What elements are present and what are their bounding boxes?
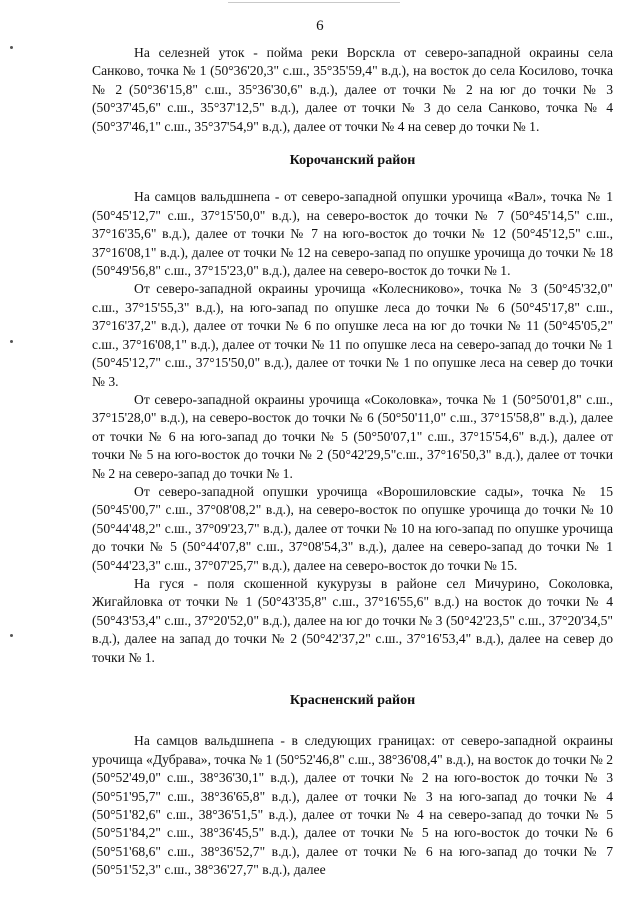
top-edge-line bbox=[228, 2, 400, 3]
paragraph-woodcock-dubrava: На самцов вальдшнепа - в следующих границах: от северо-западной окраины урочища «Дубрава», точка № 1 (50°52'46,8" с.ш., 38°36'08,4" в.д.), на восток до точки № 2 (50°52'49,0" с.ш., 38°36'30,1" в.д.), далее от точки № 2 на юго-восток до точки № 3 (50°51'95,7" с.ш., 38°36'65,8" в.д.), далее от точки № 3 на юго-запад до точки № 4 (50°51'82,6" с.ш., 38°36'51,5" в.д.), далее от точки № 4 на северо-запад до точки № 5 (50°51'84,2" с.ш., 38°36'45,5" в.д.), далее от точки № 5 на юго-восток до точки № 6 (50°51'68,6" с.ш., 38°36'52,7" в.д.), далее от точки № 6 на юго-запад до точки № 7 (50°51'52,3" с.ш., 38°36'27,7" в.д.), далее bbox=[92, 733, 613, 878]
margin-hole-mark bbox=[10, 340, 13, 343]
margin-hole-mark bbox=[10, 46, 13, 49]
paragraph-goose-fields: На гуся - поля скошенной кукурузы в районе сел Мичурино, Соколовка, Жигайловка от точки № 1 (50°43'35,8" с.ш., 37°16'55,6" в.д.) на восток до точки № 4 (50°43'53,4" с.ш., 37°20'52,0" в.д.), далее на юг до точки № 3 (50°42'23,5" с.ш., 37°20'34,5" в.д.), далее на запад до точки № 2 (50°42'37,2" с.ш., 37°16'53,4" в.д.), далее на север до точки № 1. bbox=[92, 575, 613, 665]
section-heading-korochansky: Корочанский район bbox=[289, 153, 416, 169]
paragraph-kolesnikovo: От северо-западной окраины урочища «Колесниково», точка № 3 (50°45'32,0" с.ш., 37°15'55,3" в.д.), на юго-запад по опушке леса до точки № 6 (50°45'17,8" с.ш., 37°16'37,2" в.д.), далее от точки № 6 по опушке леса на юг до точки № 11 (50°45'05,2" с.ш., 37°16'08,1" в.д.), далее от точки № 11 по опушке леса на северо-запад до точки № 1 (50°45'12,7" с.ш., 37°15'50,0" в.д.), далее от точки № 1 по опушке леса на север до точки № 3. bbox=[92, 281, 613, 389]
paragraph-voroshilovskie-sady: От северо-западной опушки урочища «Ворошиловские сады», точка № 15 (50°45'00,7" с.ш., 37°08'08,2" в.д.), на северо-восток по опушке урочища до точки № 10 (50°44'48,2" с.ш., 37°09'23,7" в.д.), далее от точки № 10 на юго-запад по опушке урочища до точки № 5 (50°44'07,8" с.ш., 37°08'54,3" в.д.), далее на северо-запад до точки № 1 (50°44'23,3" с.ш., 37°07'25,7" в.д.), далее на северо-восток до точки № 15. bbox=[92, 483, 613, 573]
margin-hole-mark bbox=[10, 634, 13, 637]
section-heading-krasnensky: Красненский район bbox=[289, 693, 416, 708]
document-body bbox=[92, 44, 613, 880]
page-number: 6 bbox=[316, 18, 324, 34]
paragraph-ducks-vorskla: На селезней уток - пойма реки Ворскла от северо-западной окраины села Санково, точка № 1 (50°36'20,3" с.ш., 35°35'59,4" в.д.), на восток до села Косилово, точка № 2 (50°36'15,8" с.ш., 35°36'30,6" в.д.), далее от точки № 2 на юг до точки № 3 (50°37'45,6" с.ш., 35°37'12,5" в.д.), далее от точки № 3 до села Санково, точка № 4 (50°37'46,1" с.ш., 35°37'54,9" в.д.), далее от точки № 4 на север до точки № 1. bbox=[92, 45, 613, 134]
paragraph-woodcock-val: На самцов вальдшнепа - от северо-западной опушки урочища «Вал», точка № 1 (50°45'12,7" с.ш., 37°15'50,0" в.д.), на северо-восток до точки № 7 (50°45'14,5" с.ш., 37°16'35,6" в.д.), далее от точки № 7 на юго-восток до точки № 12 (50°45'12,5" с.ш., 37°16'08,1" в.д.), далее от точки № 12 на северо-запад по опушке урочища до точки № 18 (50°49'56,8" с.ш., 37°15'23,0" в.д.), далее на северо-восток до точки № 1. bbox=[92, 189, 613, 279]
paragraph-sokolovka: От северо-западной окраины урочища «Соколовка», точка № 1 (50°50'01,8" с.ш., 37°15'28,0" в.д.), на северо-восток до точки № 6 (50°50'11,0" с.ш., 37°15'58,8" в.д.), далее от точки № 6 на юго-запад до точки № 5 (50°50'07,1" с.ш., 37°15'54,6" в.д.), далее от точки № 5 на юго-восток до точки № 2 (50°42'29,5"с.ш., 37°16'50,3" в.д.), далее от точки № 2 на северо-запад до точки № 1. bbox=[92, 391, 613, 481]
